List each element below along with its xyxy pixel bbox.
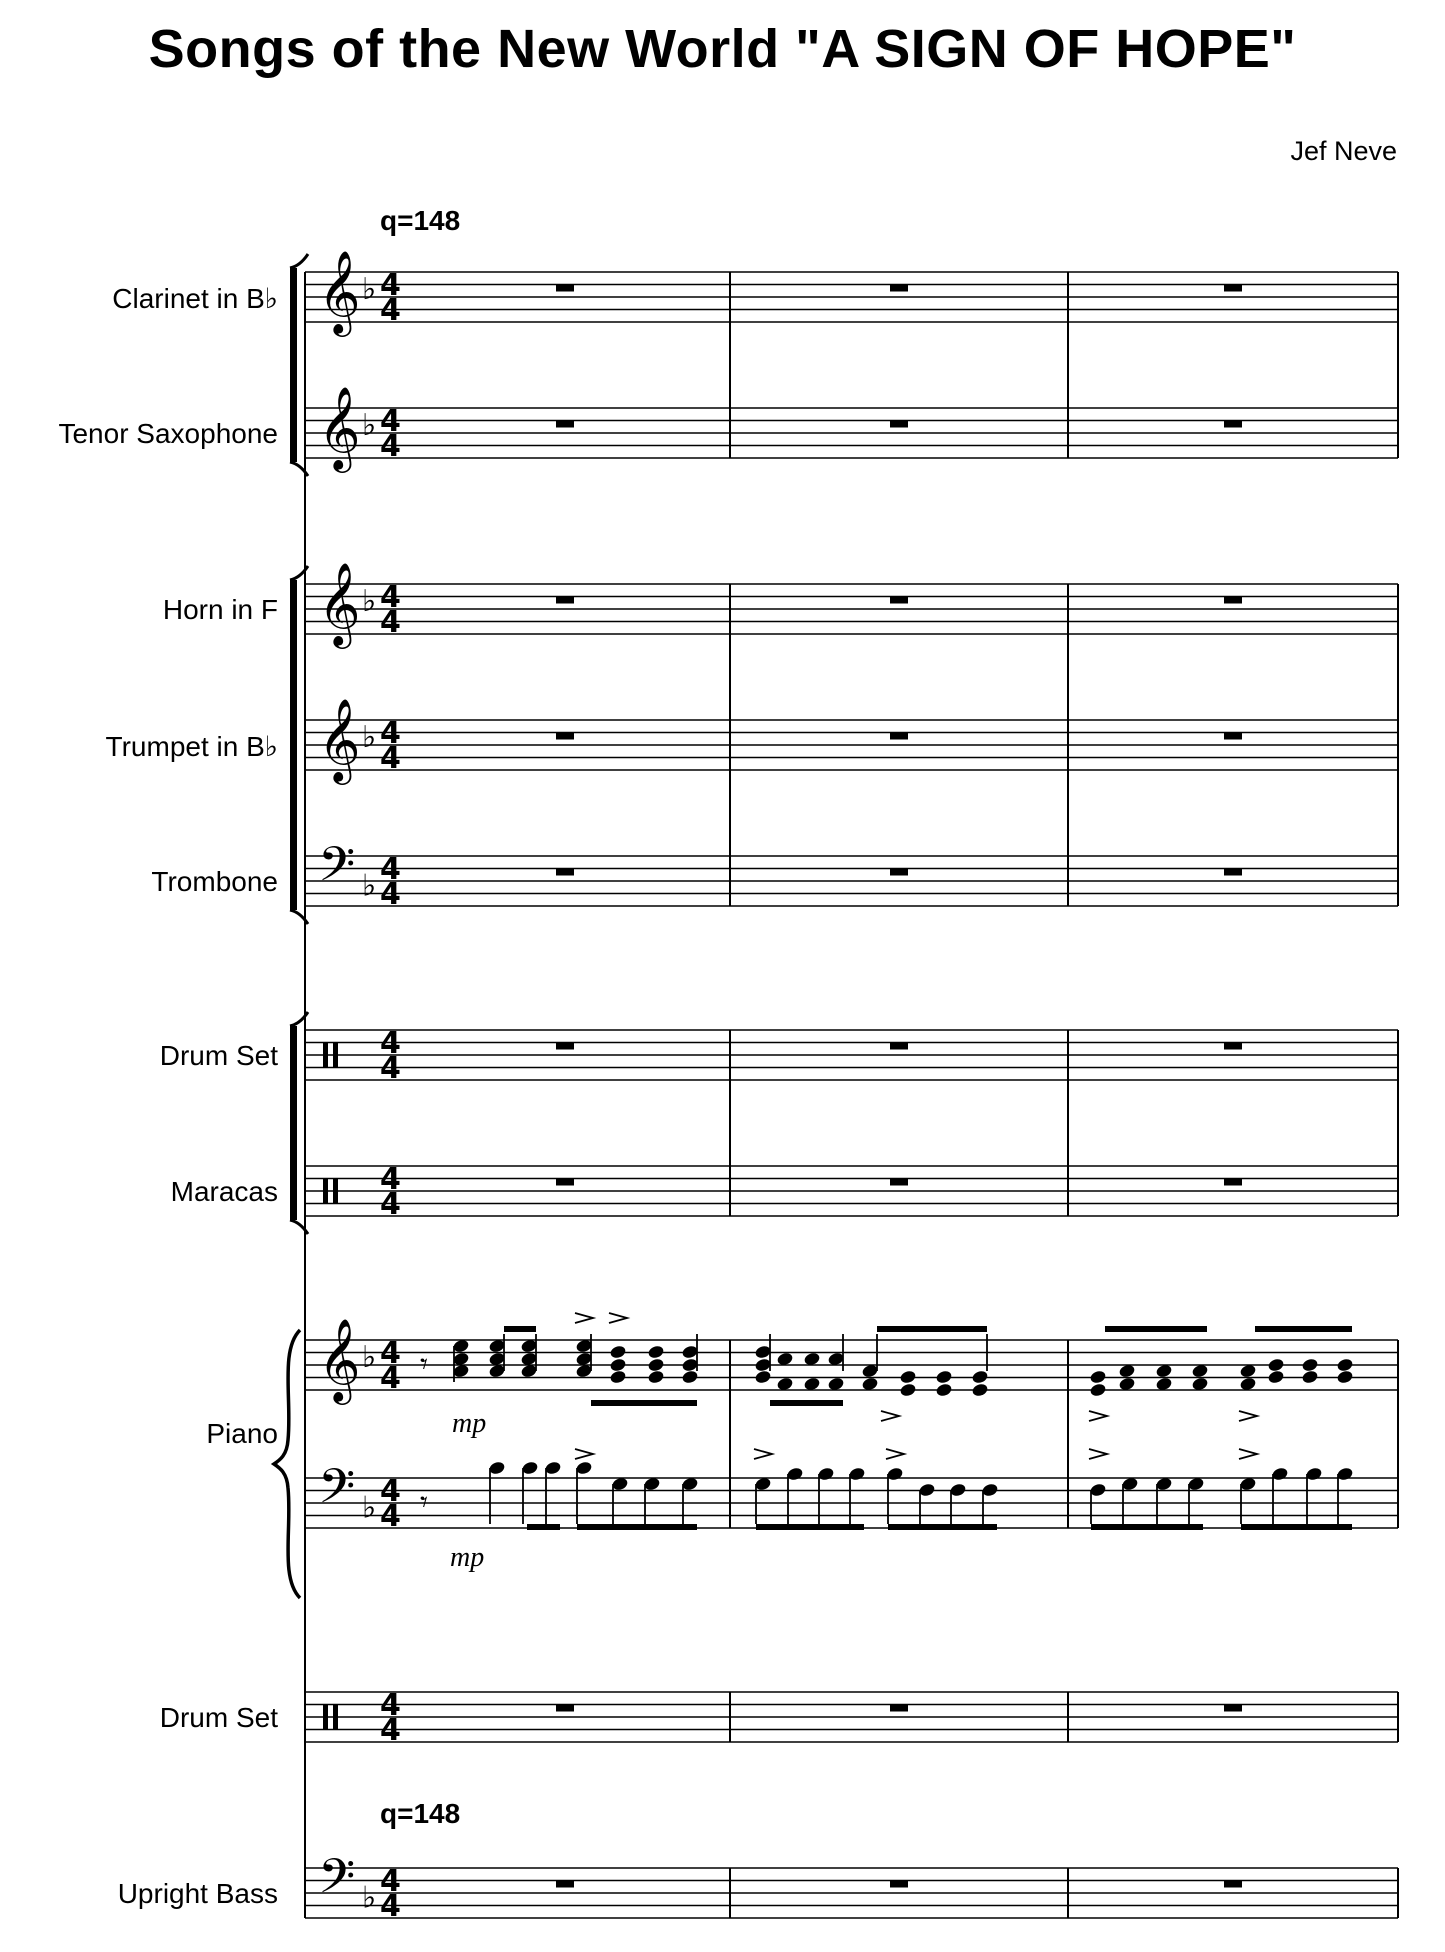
accent-mark [1089, 1449, 1107, 1459]
flat-key-signature: ♭ [362, 1490, 377, 1526]
whole-rest [1224, 1705, 1242, 1712]
whole-rest [890, 1881, 908, 1888]
time-signature-bottom: 4 [380, 293, 401, 328]
notehead [609, 1369, 627, 1384]
time-signature-top: 4 [380, 1336, 401, 1371]
bass-clef: 𝄢 [318, 836, 356, 904]
treble-clef: 𝄞 [318, 1317, 361, 1401]
percussion-clef-bar [333, 1705, 338, 1729]
piano-notes [420, 1313, 1354, 1530]
whole-rest [556, 1179, 574, 1186]
time-signature-top: 4 [380, 268, 401, 303]
beam [1241, 1524, 1352, 1530]
instrument-label-maracas: Maracas [170, 1176, 278, 1207]
treble-clef: 𝄞 [318, 561, 361, 645]
whole-rest [556, 1881, 574, 1888]
whole-rest [890, 597, 908, 604]
notehead [1336, 1369, 1354, 1384]
time-signature-top: 4 [380, 716, 401, 751]
time-signature-bottom: 4 [380, 1499, 401, 1534]
whole-rest [890, 1179, 908, 1186]
time-signature-bottom: 4 [380, 877, 401, 912]
notehead [1336, 1357, 1354, 1372]
tempo-mark-top: q=148 [380, 205, 461, 236]
beam [527, 1524, 560, 1530]
flat-key-signature: ♭ [362, 584, 377, 619]
staff-lines [305, 272, 1398, 1918]
notehead [971, 1382, 989, 1397]
flat-key-signature: ♭ [362, 868, 377, 904]
score-title: Songs of the New World "A SIGN OF HOPE" [148, 19, 1297, 79]
dynamic-mp-right-hand: mp [452, 1408, 487, 1439]
accent-mark [881, 1411, 899, 1421]
beam [1255, 1326, 1352, 1332]
time-signature-top: 4 [380, 1688, 401, 1723]
clefs [318, 249, 401, 1924]
whole-rest [1224, 733, 1242, 740]
accent-mark [609, 1313, 627, 1323]
beam [1091, 1524, 1203, 1530]
eighth-rest: 𝄾 [420, 1347, 428, 1382]
flat-key-signature: ♭ [362, 272, 377, 307]
percussion-clef-bar [333, 1179, 338, 1203]
group-brackets [274, 254, 308, 1598]
accent-mark [575, 1313, 593, 1323]
bracket-bar [290, 268, 297, 462]
notehead [1267, 1357, 1285, 1372]
notehead [971, 1369, 989, 1384]
notehead [647, 1357, 665, 1372]
flat-key-signature: ♭ [362, 1880, 377, 1916]
instrument-label-trumpet: Trumpet in B♭ [105, 731, 278, 762]
accent-mark [754, 1449, 772, 1459]
notehead [935, 1369, 953, 1384]
flat-key-signature: ♭ [362, 408, 377, 443]
time-signature-top: 4 [380, 1162, 401, 1197]
beam [591, 1400, 697, 1406]
whole-rest [556, 597, 574, 604]
percussion-clef-bar [333, 1043, 338, 1067]
notehead [647, 1344, 665, 1359]
whole-rest [1224, 421, 1242, 428]
notehead [647, 1369, 665, 1384]
flat-key-signature: ♭ [362, 720, 377, 755]
bass-clef: 𝄢 [318, 1848, 356, 1916]
notehead [1089, 1382, 1107, 1397]
notehead [609, 1344, 627, 1359]
piano-brace [274, 1330, 300, 1598]
instrument-label-clarinet: Clarinet in B♭ [112, 283, 278, 314]
notehead [1089, 1369, 1107, 1384]
whole-rests [556, 285, 1242, 1888]
time-signature-top: 4 [380, 1474, 401, 1509]
bracket-bar [290, 580, 297, 910]
notehead [1267, 1369, 1285, 1384]
time-signature-top: 4 [380, 404, 401, 439]
time-signature-bottom: 4 [380, 429, 401, 464]
notehead [1301, 1369, 1319, 1384]
notehead [935, 1382, 953, 1397]
whole-rest [890, 1043, 908, 1050]
beam [770, 1400, 843, 1406]
whole-rest [556, 421, 574, 428]
notehead [1301, 1357, 1319, 1372]
tempo-mark-bass: q=148 [380, 1798, 461, 1829]
whole-rest [1224, 1179, 1242, 1186]
whole-rest [1224, 869, 1242, 876]
bracket-bar [290, 1026, 297, 1220]
accent-mark [1239, 1449, 1257, 1459]
accent-mark [1089, 1411, 1107, 1421]
whole-rest [890, 733, 908, 740]
whole-rest [556, 733, 574, 740]
instrument-label-horn: Horn in F [162, 594, 278, 625]
composer-name: Jef Neve [1290, 136, 1397, 166]
instrument-label-drum-set: Drum Set [159, 1040, 278, 1071]
beam [504, 1326, 536, 1332]
whole-rest [890, 869, 908, 876]
beam [577, 1524, 697, 1530]
percussion-clef-bar [323, 1705, 328, 1729]
notehead [609, 1357, 627, 1372]
barlines [305, 272, 1398, 1918]
percussion-clef-bar [323, 1179, 328, 1203]
whole-rest [890, 421, 908, 428]
time-signature-bottom: 4 [380, 1187, 401, 1222]
time-signature-bottom: 4 [380, 741, 401, 776]
time-signature-bottom: 4 [380, 1889, 401, 1924]
whole-rest [1224, 1043, 1242, 1050]
whole-rest [890, 1705, 908, 1712]
time-signature-top: 4 [380, 1864, 401, 1899]
whole-rest [556, 869, 574, 876]
instrument-label-tenor-sax: Tenor Saxophone [58, 418, 278, 449]
whole-rest [556, 1705, 574, 1712]
bracket-hook-top [290, 254, 308, 268]
accent-mark [575, 1449, 593, 1459]
accent-mark [886, 1449, 904, 1459]
instrument-label-piano: Piano [206, 1418, 278, 1449]
time-signature-top: 4 [380, 580, 401, 615]
whole-rest [1224, 1881, 1242, 1888]
whole-rest [1224, 597, 1242, 604]
beam [877, 1326, 987, 1332]
whole-rest [556, 285, 574, 292]
time-signature-top: 4 [380, 852, 401, 887]
percussion-clef-bar [323, 1043, 328, 1067]
eighth-rest: 𝄾 [420, 1485, 428, 1520]
time-signature-bottom: 4 [380, 605, 401, 640]
instrument-label-trombone: Trombone [151, 866, 278, 897]
time-signature-bottom: 4 [380, 1361, 401, 1396]
beam [888, 1524, 997, 1530]
time-signature-bottom: 4 [380, 1051, 401, 1086]
notehead [899, 1369, 917, 1384]
notehead [899, 1382, 917, 1397]
instrument-label-drum-set-2: Drum Set [159, 1702, 278, 1733]
instrument-label-upright-bass: Upright Bass [117, 1878, 278, 1909]
flat-key-signature: ♭ [362, 1340, 377, 1375]
dynamic-mp-left-hand: mp [450, 1542, 485, 1573]
treble-clef: 𝄞 [318, 249, 361, 333]
whole-rest [556, 1043, 574, 1050]
whole-rest [1224, 285, 1242, 292]
whole-rest [890, 285, 908, 292]
beam [756, 1524, 864, 1530]
time-signature-bottom: 4 [380, 1713, 401, 1748]
notehead [754, 1369, 772, 1384]
notehead [681, 1369, 699, 1384]
bass-clef: 𝄢 [318, 1458, 356, 1526]
beam [1105, 1326, 1207, 1332]
treble-clef: 𝄞 [318, 697, 361, 781]
time-signature-top: 4 [380, 1026, 401, 1061]
accent-mark [1239, 1411, 1257, 1421]
treble-clef: 𝄞 [318, 385, 361, 469]
